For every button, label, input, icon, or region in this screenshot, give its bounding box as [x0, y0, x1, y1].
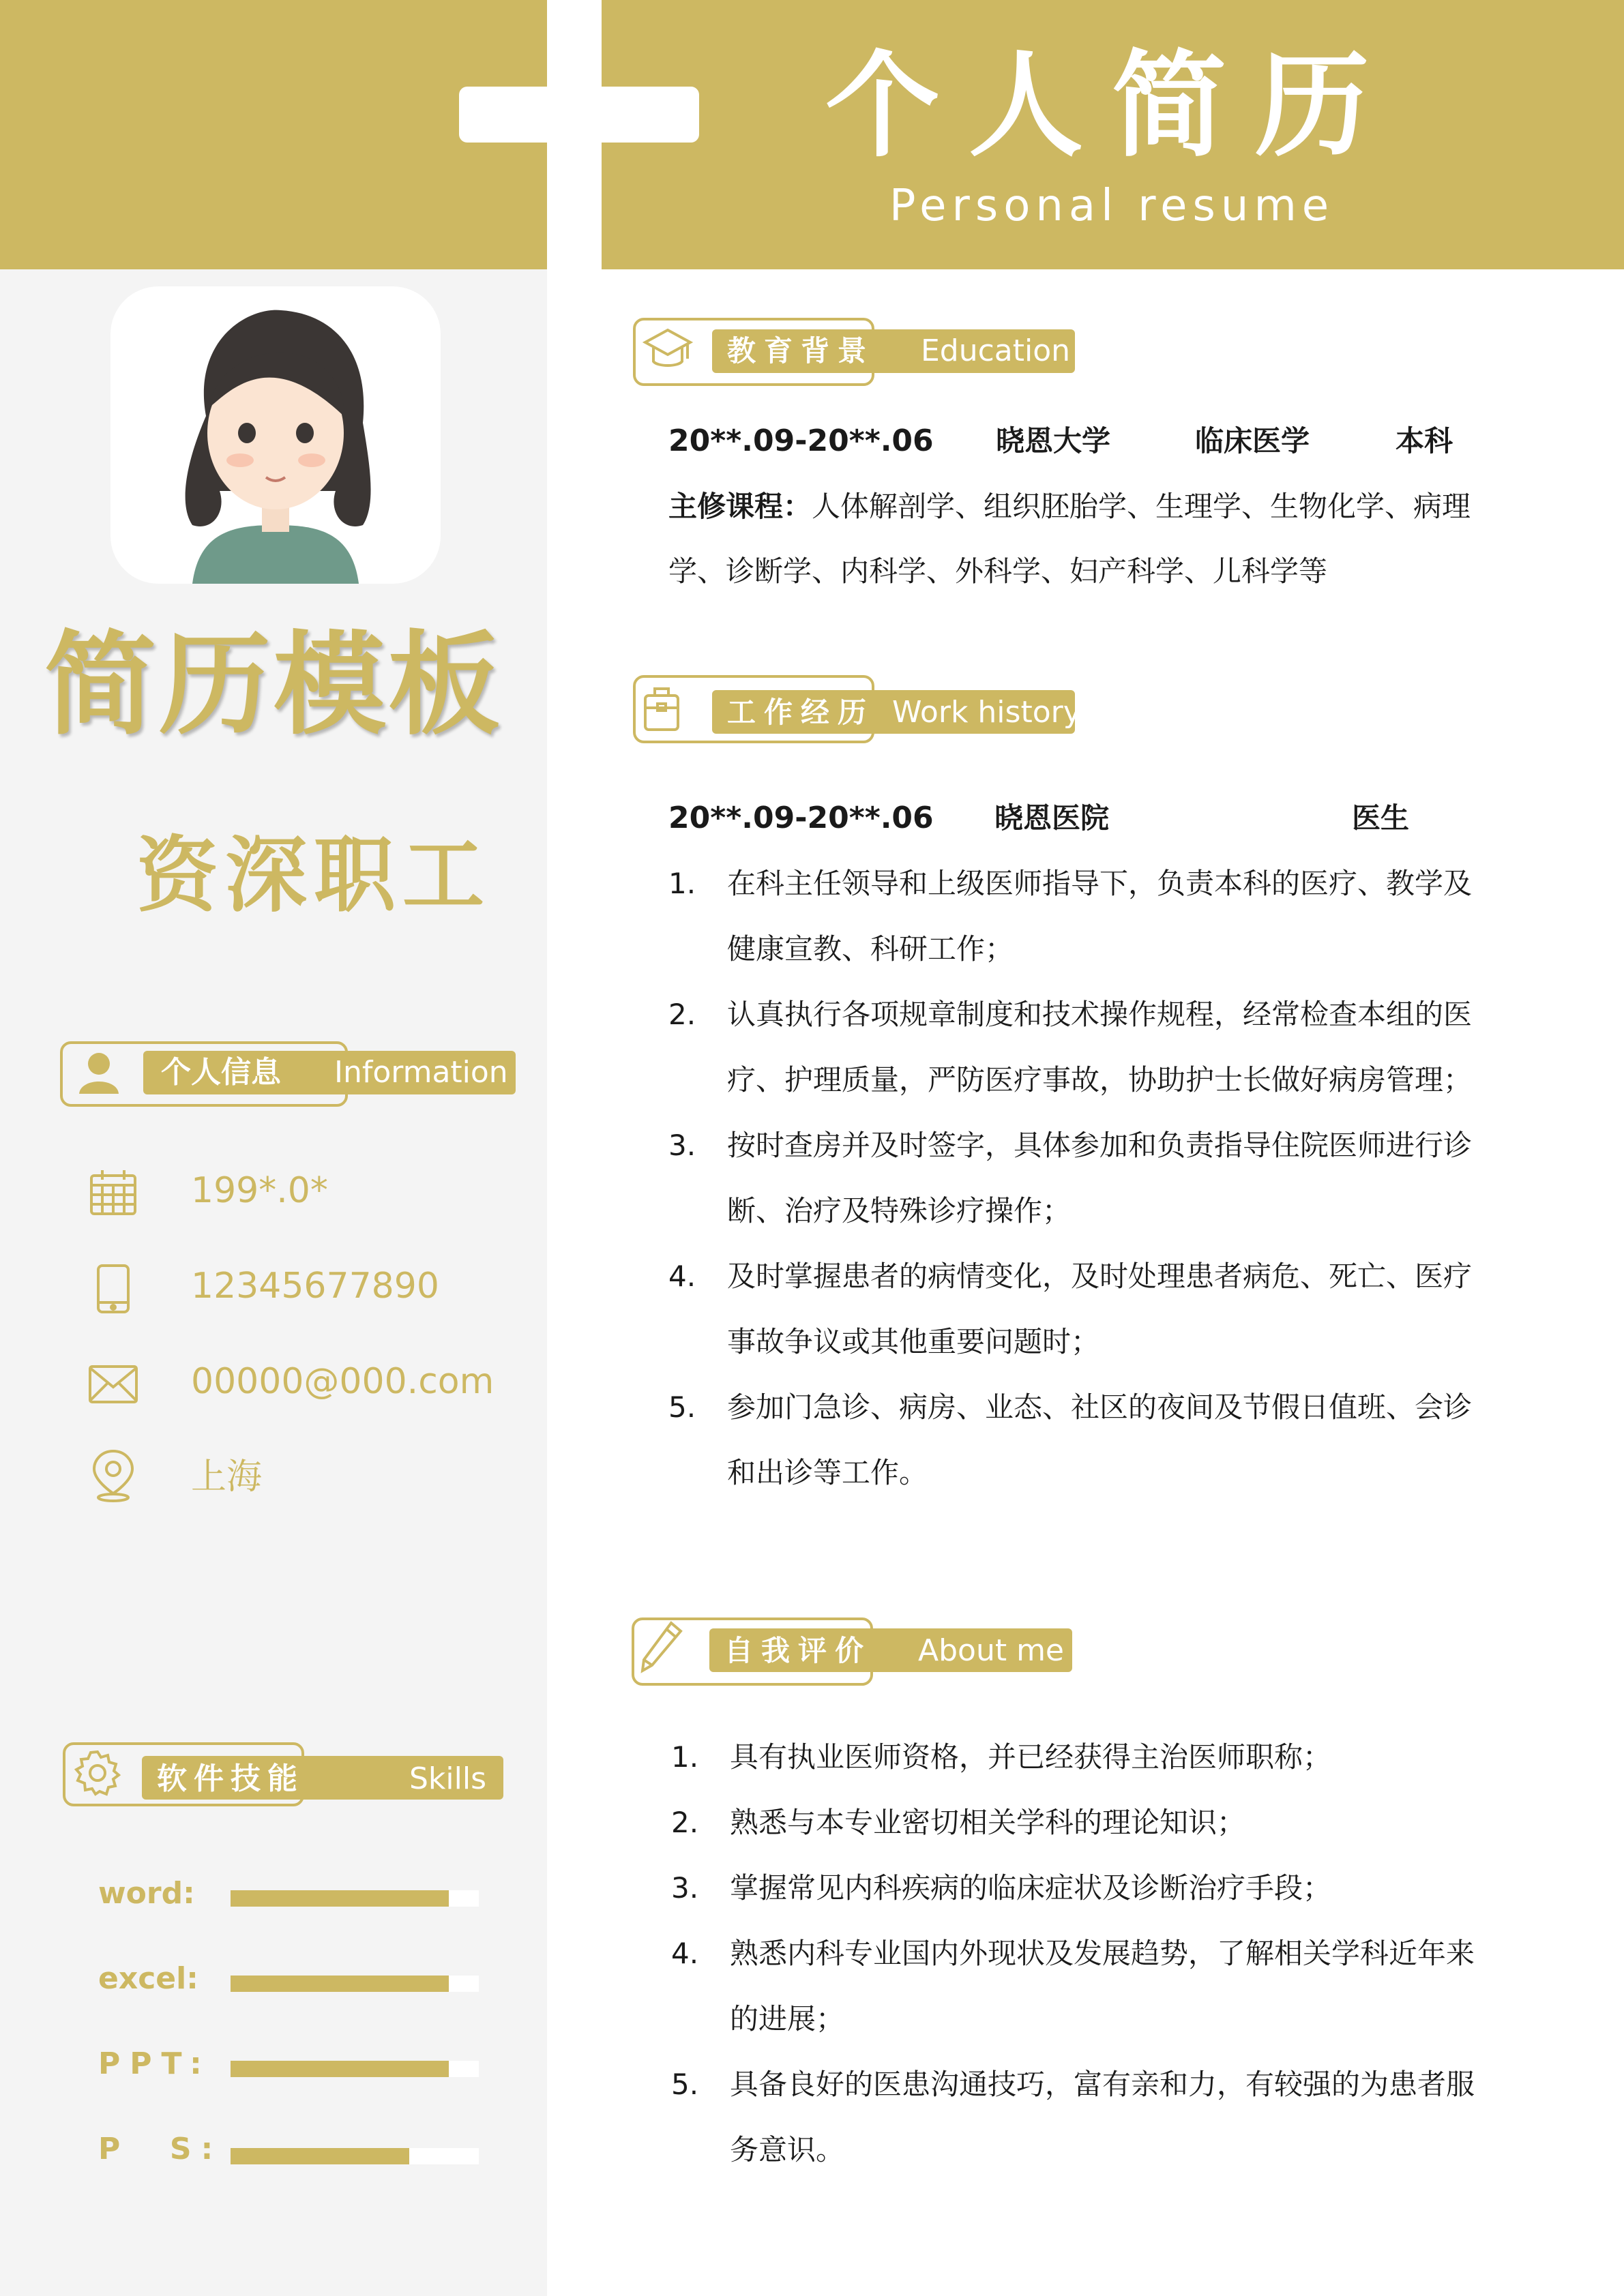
courses-list-1: 人体解剖学、组织胚胎学、生理学、生物化学、病理 [812, 490, 1471, 523]
work-item-line: 参加门急诊、病房、业态、社区的夜间及节假日值班、会诊 [727, 1390, 1473, 1424]
work-item-line: 按时查房并及时签字，具体参加和负责指导住院医师进行诊 [727, 1129, 1473, 1162]
skill-bar-ppt [231, 2061, 479, 2077]
birth-date: 199*.0* [191, 1170, 328, 1211]
work-company: 晓恩医院 [994, 801, 1110, 835]
about-item-number: 3. [671, 1871, 699, 1905]
work-item-line: 在科主任领导和上级医师指导下，负责本科的医疗、教学及 [727, 867, 1473, 900]
education-period: 20**.09-20**.06 [668, 423, 934, 458]
cropped-subtitle: 资深职工 [136, 829, 491, 923]
skill-fill-excel [231, 1976, 449, 1992]
work-item-line: 和出诊等工作。 [727, 1456, 928, 1489]
work-item-line: 疗、护理质量，严防医疗事故，协助护士长做好病房管理； [727, 1063, 1473, 1097]
courses-label: 主修课程： [668, 490, 812, 523]
pencil-icon [638, 1620, 683, 1675]
work-item-number: 1. [668, 867, 696, 900]
skill-fill-word [231, 1890, 449, 1907]
work-item-number: 2. [668, 998, 696, 1031]
skill-label-excel: excel: [98, 1961, 198, 1996]
education-courses-line-2: 学、诊断学、内科学、外科学、妇产科学、儿科学等 [668, 554, 1328, 588]
education-major: 临床医学 [1195, 424, 1310, 458]
education-school: 晓恩大学 [996, 424, 1111, 458]
avatar-illustration [110, 286, 441, 584]
email-address[interactable]: 00000@000.com [191, 1361, 494, 1402]
cross-decoration-horizontal [459, 87, 699, 143]
skill-bar-ps [231, 2148, 479, 2164]
work-item-number: 3. [668, 1129, 696, 1162]
location-pin-icon [89, 1448, 138, 1497]
education-section-label: 教育背景 [727, 334, 875, 368]
page-subtitle: Personal resume [889, 181, 1335, 231]
about-item-line: 熟悉与本专业密切相关学科的理论知识； [730, 1806, 1246, 1839]
info-section-en: Information [334, 1055, 508, 1090]
skills-section-en: Skills [409, 1761, 487, 1796]
skill-fill-ppt [231, 2061, 449, 2077]
skills-section-label: 软件技能 [157, 1761, 304, 1796]
about-item-line: 掌握常见内科疾病的临床症状及诊断治疗手段； [730, 1871, 1332, 1905]
work-item-line: 断、治疗及特殊诊疗操作； [727, 1194, 1072, 1227]
phone-icon [89, 1264, 138, 1313]
avatar [110, 286, 441, 584]
work-item-number: 5. [668, 1390, 696, 1424]
skill-fill-ps [231, 2148, 409, 2164]
calendar-icon [89, 1169, 138, 1218]
education-courses-line-1 [668, 490, 1471, 524]
person-icon [75, 1049, 123, 1097]
phone-number[interactable]: 12345677890 [191, 1266, 439, 1307]
about-section-label: 自我评价 [724, 1634, 872, 1667]
city: 上海 [191, 1457, 263, 1497]
about-item-number: 2. [671, 1806, 699, 1839]
about-item-number: 4. [671, 1937, 699, 1970]
info-section-label: 个人信息 [161, 1055, 281, 1090]
work-item-line: 及时掌握患者的病情变化，及时处理患者病危、死亡、医疗 [727, 1259, 1473, 1293]
gear-icon [74, 1749, 121, 1797]
work-item-line: 事故争议或其他重要问题时； [727, 1325, 1100, 1358]
briefcase-icon [643, 685, 681, 732]
about-item-line: 具备良好的医患沟通技巧，富有亲和力，有较强的为患者服 [730, 2068, 1475, 2101]
skill-bar-word [231, 1890, 479, 1907]
resume-name: 简历模板 [44, 620, 503, 750]
skill-label-ps: P S: [98, 2132, 223, 2166]
work-period: 20**.09-20**.06 [668, 801, 934, 835]
about-item-number: 1. [671, 1740, 699, 1774]
skill-label-ppt: PPT: [98, 2046, 211, 2081]
about-item-line: 的进展； [730, 2002, 845, 2036]
mail-icon [89, 1360, 138, 1409]
about-item-number: 5. [671, 2068, 699, 2101]
work-section-en: Work history [892, 695, 1081, 730]
work-item-line: 认真执行各项规章制度和技术操作规程，经常检查本组的医 [727, 998, 1473, 1031]
about-item-line: 务意识。 [730, 2133, 845, 2166]
skill-bar-excel [231, 1976, 479, 1992]
graduation-cap-icon [643, 326, 693, 374]
work-section-label: 工作经历 [727, 696, 875, 729]
work-item-number: 4. [668, 1259, 696, 1293]
work-item-line: 健康宣教、科研工作； [727, 932, 1014, 966]
about-item-line: 熟悉内科专业国内外现状及发展趋势，了解相关学科近年来 [730, 1937, 1475, 1970]
education-section-en: Education [921, 333, 1071, 368]
work-position: 医生 [1352, 801, 1410, 835]
skill-label-word: word: [98, 1876, 195, 1911]
education-degree: 本科 [1396, 424, 1453, 458]
about-section-en: About me [918, 1633, 1065, 1668]
about-item-line: 具有执业医师资格，并已经获得主治医师职称； [730, 1740, 1332, 1774]
page-title: 个人简历 [825, 39, 1398, 173]
